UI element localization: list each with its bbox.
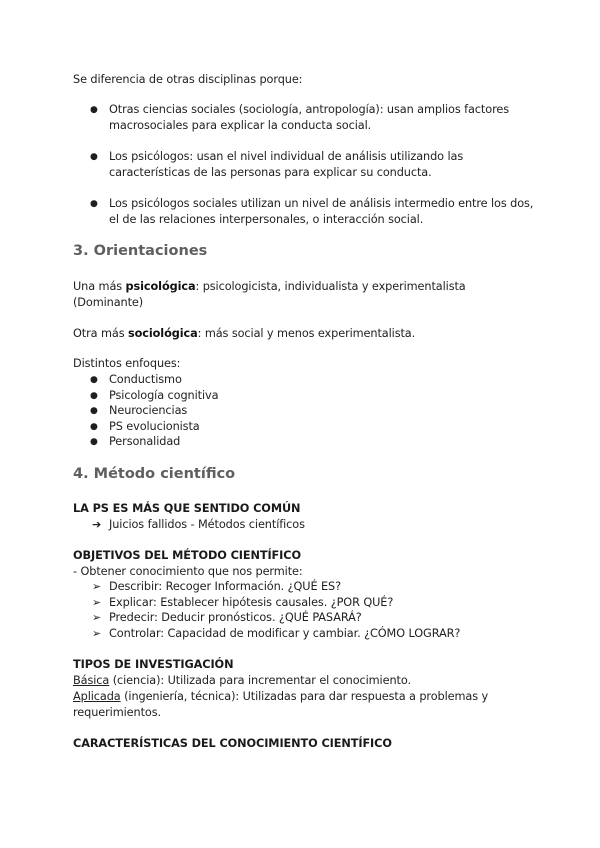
subheading-caracteristicas: CARACTERÍSTICAS DEL CONOCIMIENTO CIENTÍFICO (73, 737, 392, 750)
arrowhead-icon: ➢ (92, 627, 102, 640)
bullet-icon: ● (90, 422, 98, 432)
diff-2-line-1: Los psicólogos: usan el nivel individual de análisis utilizando las (109, 150, 464, 163)
bullet-icon: ● (90, 391, 98, 401)
diff-1-line-1: Otras ciencias sociales (sociología, antropología): usan amplios factores (109, 103, 509, 116)
subheading-sentido-comun: LA PS ES MÁS QUE SENTIDO COMÚN (73, 502, 301, 515)
enfoque-item: Neurociencias (109, 404, 188, 417)
orientation-psicologica: Una más psicológica: psicologicista, individualista y experimentalista (73, 280, 466, 293)
objetivo-item: Predecir: Deducir pronósticos. ¿QUÉ PASARÁ? (109, 611, 362, 624)
arrow-icon: ➔ (92, 518, 102, 531)
diff-2-line-2: características de las personas para explicar su conducta. (109, 166, 432, 179)
subheading-tipos: TIPOS DE INVESTIGACIÓN (73, 658, 234, 671)
orientation-psicologica-line-2: (Dominante) (73, 296, 144, 309)
objetivos-intro: - Obtener conocimiento que nos permite: (73, 565, 303, 578)
enfoque-item: Psicología cognitiva (109, 389, 219, 402)
bullet-icon: ● (90, 199, 98, 209)
objetivo-item: Controlar: Capacidad de modificar y cambiar. ¿CÓMO LOGRAR? (109, 627, 461, 640)
bullet-icon: ● (90, 406, 98, 416)
bullet-icon: ● (90, 152, 98, 162)
tipo-aplicada-line-2: requerimientos. (73, 706, 161, 719)
intro-text: Se diferencia de otras disciplinas porque: (73, 73, 303, 86)
enfoques-label: Distintos enfoques: (73, 357, 181, 370)
arrowhead-icon: ➢ (92, 596, 102, 609)
orientation-sociologica: Otra más sociológica: más social y menos experimentalista. (73, 327, 416, 340)
diff-1-line-2: macrosociales para explicar la conducta social. (109, 119, 372, 132)
bullet-icon: ● (90, 437, 98, 447)
tipo-aplicada: Aplicada (ingeniería, técnica): Utilizadas para dar respuesta a problemas y (73, 690, 489, 703)
comun-item: Juicios fallidos - Métodos científicos (109, 518, 305, 531)
bullet-icon: ● (90, 375, 98, 385)
bullet-icon: ● (90, 105, 98, 115)
objetivo-item: Explicar: Establecer hipótesis causales. ¿POR QUÉ? (109, 596, 394, 609)
tipo-basica: Básica (ciencia): Utilizada para incrementar el conocimiento. (73, 674, 411, 687)
arrowhead-icon: ➢ (92, 580, 102, 593)
arrowhead-icon: ➢ (92, 611, 102, 624)
objetivo-item: Describir: Recoger Información. ¿QUÉ ES? (109, 580, 341, 593)
subheading-objetivos: OBJETIVOS DEL MÉTODO CIENTÍFICO (73, 549, 301, 562)
diff-3-line-2: el de las relaciones interpersonales, o interacción social. (109, 213, 424, 226)
enfoque-item: PS evolucionista (109, 420, 200, 433)
section-3-heading: 3. Orientaciones (73, 243, 208, 259)
enfoque-item: Conductismo (109, 373, 182, 386)
diff-3-line-1: Los psicólogos sociales utilizan un nivel de análisis intermedio entre los dos, (109, 197, 534, 210)
enfoque-item: Personalidad (109, 435, 181, 448)
section-4-heading: 4. Método científico (73, 466, 236, 482)
